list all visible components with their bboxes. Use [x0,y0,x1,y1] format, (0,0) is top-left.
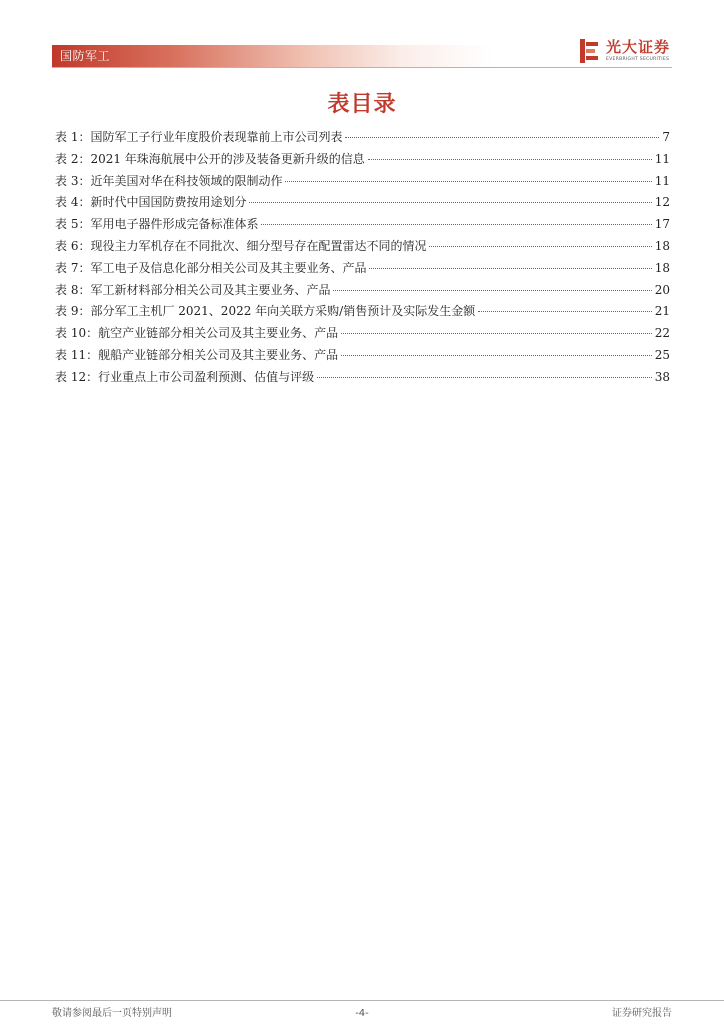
footer-disclaimer: 敬请参阅最后一页特别声明 [52,1008,172,1019]
toc-entry[interactable] [55,302,670,324]
toc-entry[interactable] [55,150,670,172]
toc-entry-label: 表 1：国防军工子行业年度股价表现靠前上市公司列表 [55,130,343,144]
header-band [52,45,492,67]
toc-dot-leader [368,158,652,160]
toc-entry-label: 表 10：航空产业链部分相关公司及其主要业务、产品 [55,326,339,341]
toc-entry[interactable] [55,324,670,346]
toc-entry[interactable] [55,368,670,390]
toc-entry-label: 表 6：现役主力军机存在不同批次、细分型号存在配置雷达不同的情况 [55,238,427,253]
toc-entry-page: 18 [654,260,670,275]
toc-entry-label: 表 5：军用电子器件形成完备标准体系 [55,217,259,232]
logo-subtext: EVERBRIGHT SECURITIES [606,57,670,62]
toc-dot-leader [249,201,651,203]
toc-entry-label: 表 3：近年美国对华在科技领域的限制动作 [55,173,283,188]
toc-entry-page: 22 [654,326,670,341]
header-divider [52,67,672,68]
logo-text: 光大证券 [606,38,671,56]
toc-entry-label: 表 11：舰船产业链部分相关公司及其主要业务、产品 [55,347,339,362]
toc-entry[interactable] [55,237,670,259]
brand-logo [578,38,682,68]
toc-entry-label: 表 12：行业重点上市公司盈利预测、估值与评级 [55,369,315,384]
toc-entry[interactable] [55,346,670,368]
toc-entry-page: 38 [654,369,670,384]
brand-logo-icon [578,38,602,64]
table-of-contents [55,128,670,390]
header-section-label: 国防军工 [60,49,111,63]
toc-dot-leader [285,180,651,182]
toc-dot-leader [345,136,659,138]
toc-dot-leader [429,245,651,247]
toc-entry-page: 11 [654,173,670,188]
toc-entry[interactable] [55,281,670,303]
toc-entry-page: 25 [654,347,670,362]
toc-entry[interactable] [55,128,670,150]
toc-entry-page: 21 [654,304,670,319]
toc-dot-leader [333,289,651,291]
toc-dot-leader [317,376,652,378]
toc-dot-leader [341,354,652,356]
toc-entry-page: 18 [654,238,670,253]
footer-divider [0,1000,724,1001]
toc-dot-leader [261,223,651,225]
toc-entry-page: 11 [654,151,670,166]
toc-entry-label: 表 4：新时代中国国防费按用途划分 [55,195,247,210]
toc-entry-label: 表 7：军工电子及信息化部分相关公司及其主要业务、产品 [55,260,367,275]
toc-title: 表目录 [327,92,397,117]
toc-entry-page: 17 [654,217,670,232]
toc-entry-label: 表 2：2021 年珠海航展中公开的涉及装备更新升级的信息 [55,151,365,166]
toc-entry-label: 表 8：军工新材料部分相关公司及其主要业务、产品 [55,282,331,297]
toc-entry[interactable] [55,259,670,281]
page-number: -4- [355,1008,369,1019]
toc-entry[interactable] [55,172,670,194]
toc-entry-page: 7 [662,130,670,144]
toc-dot-leader [369,267,651,269]
toc-entry-label: 表 9：部分军工主机厂 2021、2022 年向关联方采购/销售预计及实际发生金额 [55,304,476,319]
toc-entry-page: 12 [654,195,670,210]
toc-dot-leader [341,332,652,334]
toc-entry[interactable] [55,215,670,237]
footer-report-type: 证券研究报告 [612,1008,672,1019]
toc-dot-leader [478,310,652,312]
toc-entry[interactable] [55,193,670,215]
toc-entry-page: 20 [654,282,670,297]
